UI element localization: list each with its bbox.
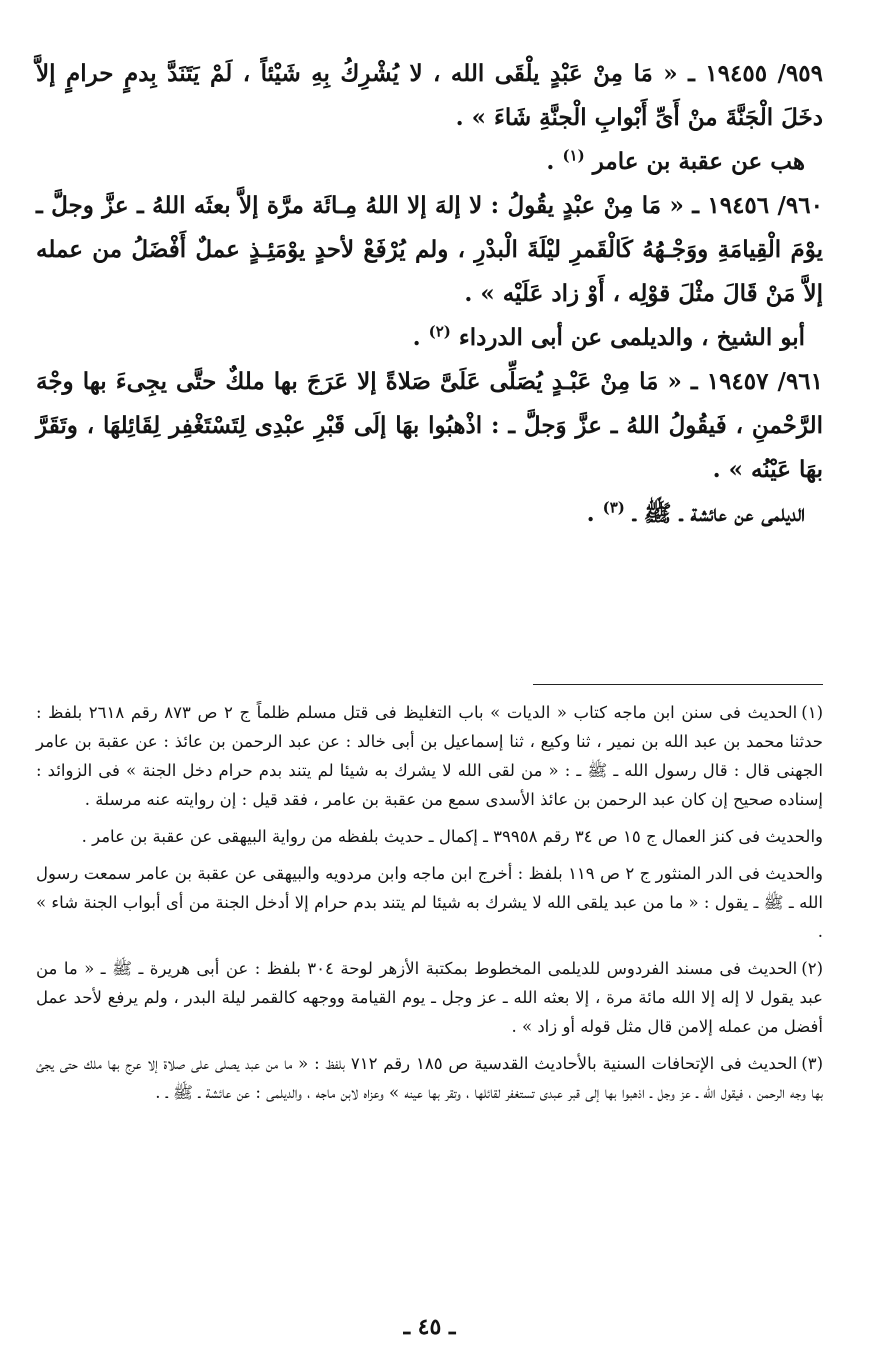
footnote-2-text: الحديث فى مسند الفردوس للديلمى المخطوط بمكتبة الأزهر لوحة ٣٠٤ بلفظ : عن أبى هريرة ـ ﷺ ـ « ما من عبد يقول لا إله إلا الله مائة مرة ، إلا بعثه الله ـ عز وجل ـ يوم القيامة ووجهه كالقمر ليلة البدر ، ولم يرفع لأحد عمل أفضل من عمله إلامن قال مثل قوله أو زاد » . xyxy=(36,959,823,1036)
hadith-959-source: هب عن عقبة بن عامر $^{(١)}$ . xyxy=(546,146,805,175)
footnote-3-text: الحديث فى الإتحافات السنية بالأحاديث القدسية ص ١٨٥ رقم ٧١٢ بلفظ : « ما من عبد يصلى على صلاة إلا عرج بها ملك حتى يجئ بها وجه الرحمن ، فيقول الله ـ عز وجل ـ اذهبوا بها إلى قبر عبدى تستغفر لقائلها ، وتقر بها عينه » وعزاه لابن ماجه ، والديلمى : عن عائشة ـ ﷺ ـ . xyxy=(36,1054,823,1102)
hadith-960-source-text: أبو الشيخ ، والديلمى عن أبى الدرداء xyxy=(458,324,805,351)
footnote-ref-1: (١) xyxy=(562,146,585,165)
footnote-ref-3: (٣) xyxy=(602,498,625,517)
hadith-961-source-text: الديلمى عن عائشة ـ ﷺ ـ xyxy=(632,500,805,527)
hadith-959-source-text: هب عن عقبة بن عامر xyxy=(592,148,805,175)
footnote-1-para-1 xyxy=(36,698,823,814)
hadith-959: ٩٥٩/ ١٩٤٥٥ ـ « مَا مِنْ عَبْدٍ يلْقَى الله ، لا يُشْرِكُ بِهِ شَيْئاً ، لَمْ يَتَنَدَّ بِدمٍ حرامٍ إلاَّ دخَلَ الْجَنَّةَ منْ أَىِّ أَبْوابِ الْجنَّةِ شَاءَ » . xyxy=(36,60,823,131)
document-page xyxy=(36,52,823,1352)
page-number: ـ ٤٥ ـ xyxy=(403,1314,456,1340)
hadith-960-source: أبو الشيخ ، والديلمى عن أبى الدرداء $^{(٢)}$ . xyxy=(412,322,805,351)
footnote-ref-2: (٢) xyxy=(428,322,451,341)
hadith-961-source: الديلمى عن عائشة ـ ﷺ ـ $^{(٣)}$ . xyxy=(586,498,805,527)
footnote-1-number: (١) xyxy=(801,703,823,722)
hadith-960: ٩٦٠/ ١٩٤٥٦ ـ « مَا مِنْ عبْدٍ يقُولُ : لا إلهَ إلا اللهُ مِـائَة مرَّة إلاَّ بعثَه اللهُ ـ عزَّ وجلَّ ـ يوْمَ الْقِيامَةِ ووَجْـهُهُ كَالْقَمرِ ليْلَةَ الْبدْرِ ، ولم يُرْفَعْ لأحدٍ يوْمَئِـذٍ عملٌ أَفْضَلُ من عمله إلاَّ مَنْ قَالَ مثْلَ قوْلِه ، أَوْ زاد عَلَيْه » . xyxy=(36,192,823,307)
footnotes-section xyxy=(36,698,823,1115)
footnote-2-number: (٢) xyxy=(801,959,823,978)
footnote-separator xyxy=(533,684,823,685)
footnote-3 xyxy=(36,1049,823,1107)
main-text xyxy=(36,52,823,536)
footnote-1-para-3: والحديث فى الدر المنثور ج ٢ ص ١١٩ بلفظ : أخرج ابن ماجه وابن مردويه والبيهقى عن عقبة بن عامر سمعت رسول الله ـ ﷺ ـ يقول : « ما من عبد يلقى الله لا يشرك به شيئا لم يتند بدم حرام إلا أدخل الجنة من أى أبواب الجنة شاء » . xyxy=(36,864,823,941)
footnote-1-text: الحديث فى سنن ابن ماجه كتاب « الديات » باب التغليظ فى قتل مسلم ظلماً ج ٢ ص ٨٧٣ رقم ٢٦١٨ بلفظ : حدثنا محمد بن عبد الله بن نمير ، ثنا وكيع ، ثنا إسماعيل بن أبى خالد : عن عبد الرحمن بن عائذ : عن عقبة بن عامر الجهنى قال : قال رسول الله ـ ﷺ ـ : « من لقى الله لا يشرك به شيئا لم يتند بدم حرام دخل الجنة » فى الزوائد : إسناده صحيح إن كان عبد الرحمن بن عائذ الأسدى سمع من عقبة بن عامر ، فقد قيل : إن روايته عنه مرسلة . xyxy=(36,703,823,809)
footnote-2 xyxy=(36,954,823,1041)
footnote-1-para-2: والحديث فى كنز العمال ج ١٥ ص ٣٤ رقم ٣٩٩٥٨ ـ إكمال ـ حديث بلفظه من رواية البيهقى عن عقبة بن عامر . xyxy=(81,827,823,846)
footnote-3-number: (٣) xyxy=(801,1054,824,1073)
hadith-961: ٩٦١/ ١٩٤٥٧ ـ « مَا مِنْ عَبْـدٍ يُصَلِّى عَلَىَّ صَلاةً إلا عَرَجَ بها ملكٌ حتَّى يجِىءَ بها وجْهَ الرَّحْمنِ ، فَيقُولُ اللهُ ـ عزَّ وَجلَّ ـ : اذْهبُوا بهَا إلَى قَبْرِ عبْدِى لِتَسْتَغْفِر لِقَائِلهَا ، وتَقَرَّ بهَا عَيْنُه » . xyxy=(36,368,823,483)
